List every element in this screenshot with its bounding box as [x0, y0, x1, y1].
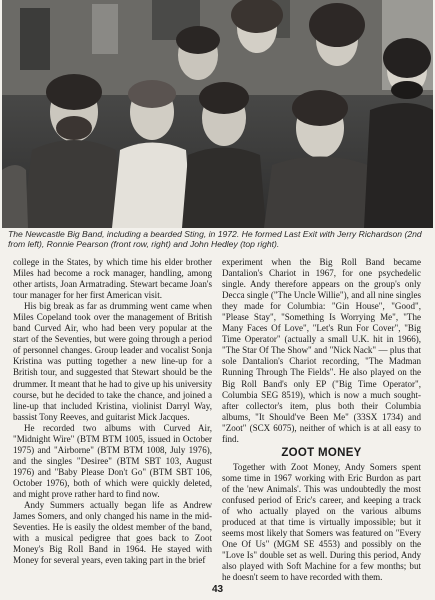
band-photograph: [2, 0, 433, 228]
article-column-left: [13, 257, 212, 566]
paragraph: college in the States, by which time his elder brother Miles had become a rock manager, handling, among other artists, Joan Armatrading. Stewart became Joan's tour manager for her first American visit.: [13, 257, 212, 301]
paragraph: His big break as far as drumming went came when Miles Copeland took over the management of British band Curved Air, who had been very popular at the start of the Seventies, but were going through a period of personnel changes. Group leader and vocalist Sonja Kristina was putting together a new line-up for a British tour, and suggested that Stewart should be the drummer. It meant that he had to give up his university course, but he decided to take the chance, and joined a line-up that included Kristina, violinist Darryl Way, bassist Tony Reeves, and guitarist Mick Jacques.: [13, 301, 212, 422]
paragraph: Andy Summers actually began life as Andrew James Somers, and only changed his name in the mid-Seventies. He is easily the oldest member of the band, with a musical pedigree that goes back to Zoot Money's Big Roll Band in 1964. He stayed with Money for several years, even taking part in the brief: [13, 500, 212, 566]
paragraph: He recorded two albums with Curved Air, "Midnight Wire" (BTM BTM 1005, issued in October 1975) and "Airborne" (BTM BTM 1008, July 1976), and the singles "Desiree" (BTM SBT 103, August 1976) and "Baby Please Don't Go" (BTM SBT 106, October 1976), both of which were quickly deleted, and might prove rather hard to find now.: [13, 422, 212, 499]
paragraph: Together with Zoot Money, Andy Somers spent some time in 1967 working with Eric Burdon as part of the 'new Animals'. This was undoubtedly the most confused period of Eric's career, and keeping a track of who actually played on the various albums produced at that time is virtually impossible; but it seems most likely that Somers was featured on "Every One Of Us" (MGM SE 4553) and possibly on the "Love Is" double set as well. During this period, Andy also played with Soft Machine for a few months; but he doesn't seem to have recorded with them.: [222, 461, 421, 583]
section-heading: ZOOT MONEY: [281, 446, 362, 459]
paragraph: experiment when the Big Roll Band became Dantalion's Chariot in 1967, for one psychedelic single. Andy therefore appears on the group's only Decca single ("The Uncle Willie"), and all nine singles they made for Columbia: "Gin House", "Good", "Please Stay", "Something Is Worrying Me", "The Many Faces Of Love", "Let's Run For Cover", "Big Time Operator" (actually a small U.K. hit in 1966), "The Star Of The Show" and "Nick Nack" — plus that sole Dantalion's Chariot recording, "The Madman Running Through The Fields". He also played on the Big Roll Band's only EP ("Big Time Operator", Columbia SEG 8519), which is now a much sought-after collector's item, plus both their Columbia albums, "It Should've Been Me" (33SX 1734) and "Zoot" (SCX 6075), neither of which is at all easy to find.: [222, 257, 421, 444]
photo-caption: The Newcastle Big Band, including a bearded Sting, in 1972. He formed Last Exit with Jerry Richardson (2nd from left), Ronnie Pearson (front row, right) and John Hedley (top right).: [8, 229, 422, 249]
photo-illustration: [2, 0, 433, 228]
page-number: 43: [211, 584, 224, 595]
article-column-right: [222, 257, 421, 583]
